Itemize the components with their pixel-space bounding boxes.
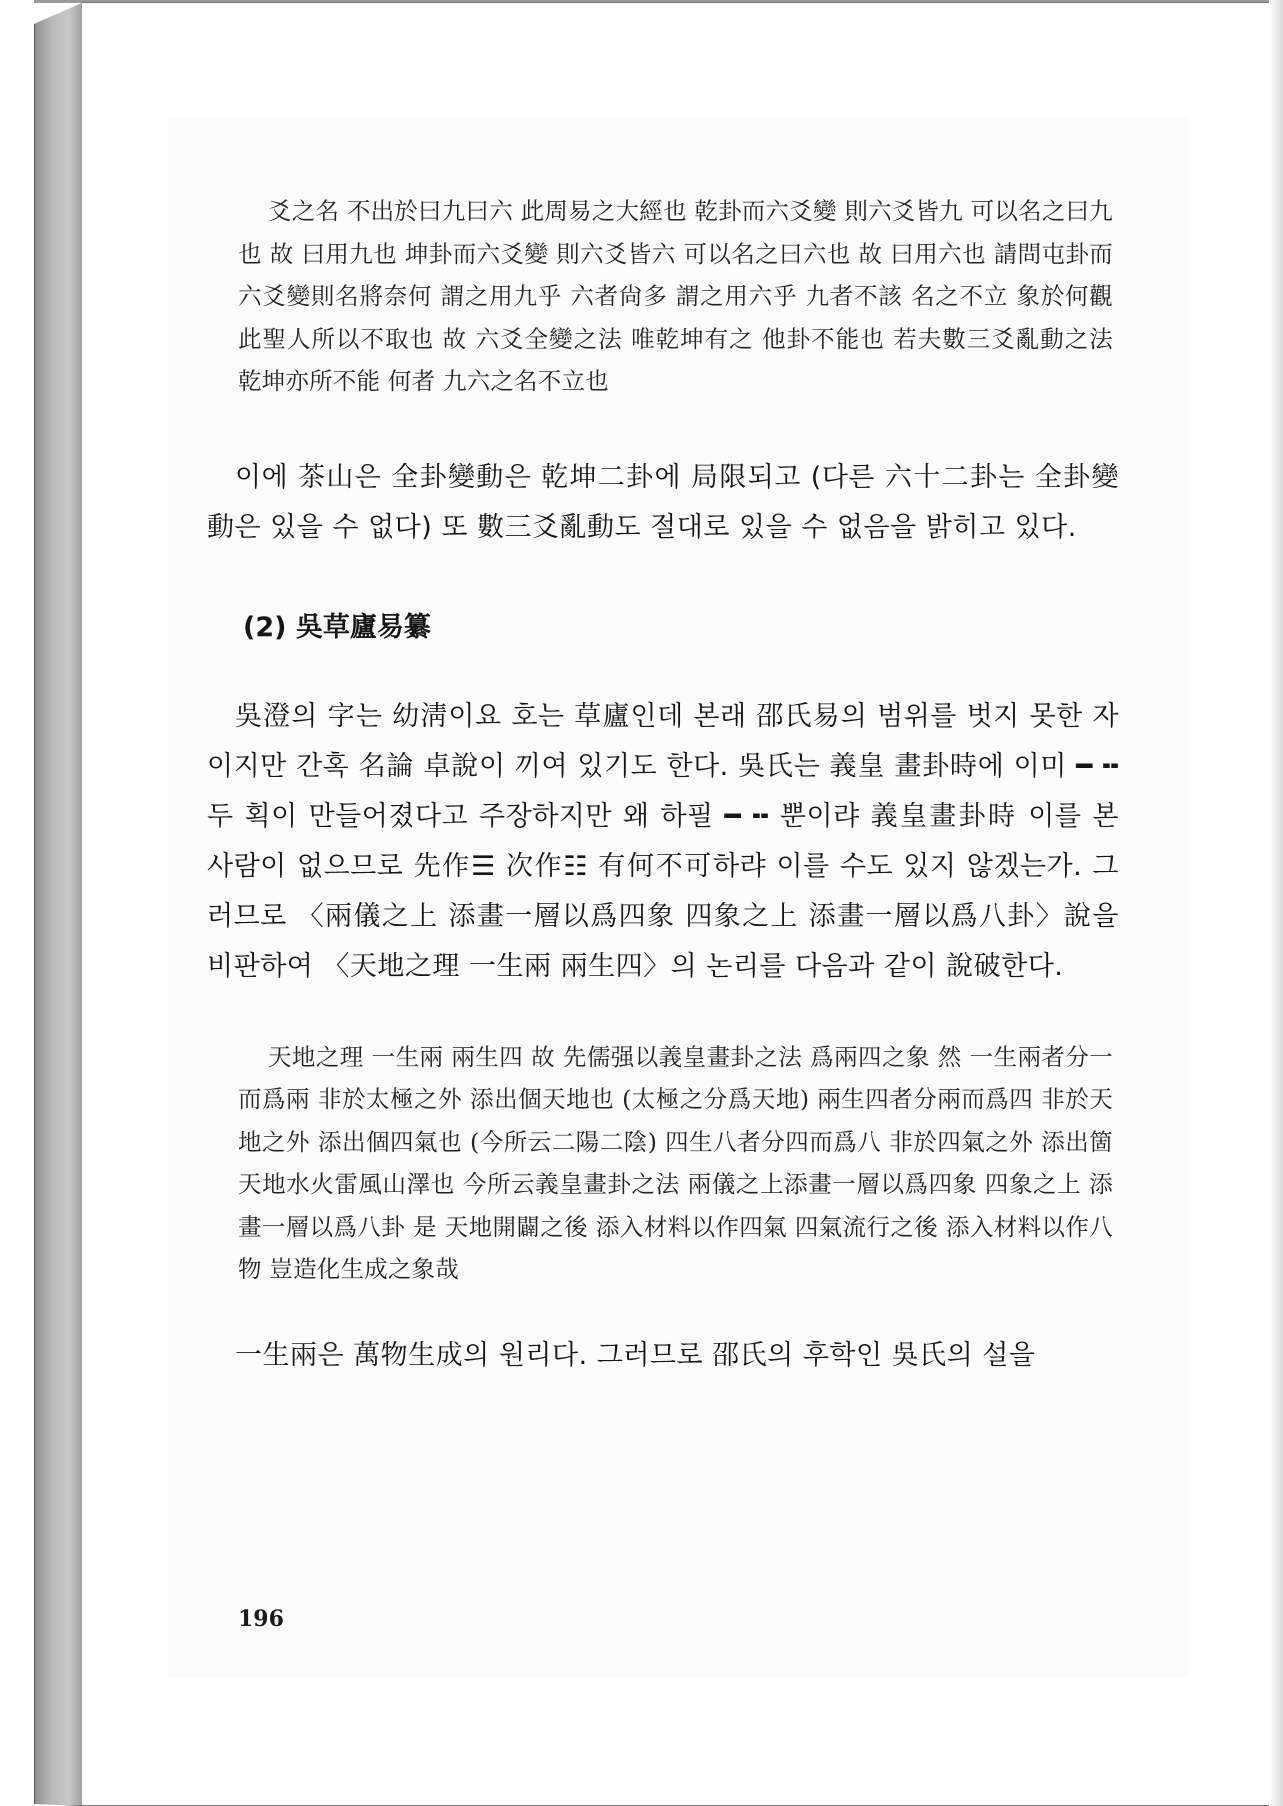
paragraph-1-text: 이에 茶山은 全卦變動은 乾坤二卦에 局限되고 (다른 六十二卦는 全卦變動은 있을 수 없다) 또 數三爻亂動도 절대로 있을 수 없음을 밝히고 있다. xyxy=(207,461,1119,543)
classical-quote-1 xyxy=(207,190,1119,403)
page-number: 196 xyxy=(238,1606,284,1632)
book-spine xyxy=(34,2,84,1806)
classical-quote-2 xyxy=(207,1036,1119,1291)
paragraph-1 xyxy=(207,453,1119,553)
quote-2-text: 天地之理 一生兩 兩生四 故 先儒强以義皇畫卦之法 爲兩四之象 然 一生兩者分一而爲兩 非於太極之外 添出個天地也 (太極之分爲天地) 兩生四者分兩而爲四 非於天地之外 添出個四氣也 (今所云二陽二陰) 四生八者分四而爲八 非於四氣之外 添出箇天地水火雷風山澤也 今所云義皇畫卦之法 兩儀之上添畫一層以爲四象 四象之上 添畫一層以爲八卦 是 天地開闢之後 添入材料以作四氣 四氣流行之後 添入材料以作八物 豈造化生成之象哉 xyxy=(238,1042,1113,1283)
quote-1-text: 爻之名 不出於曰九曰六 此周易之大經也 乾卦而六爻變 則六爻皆九 可以名之曰九也 故 曰用九也 坤卦而六爻變 則六爻皆六 可以名之曰六也 故 曰用六也 請問屯卦而六爻變則名將奈何 謂之用九乎 六者尙多 謂之用六乎 九者不該 名之不立 象於何觀 此聖人所以不取也 故 六爻全變之法 唯乾坤有之 他卦不能也 若夫數三爻亂動之法 乾坤亦所不能 何者 九六之名不立也 xyxy=(238,197,1113,395)
paragraph-3 xyxy=(207,1331,1119,1381)
paragraph-2 xyxy=(207,692,1119,992)
paragraph-2-text: 吳澄의 字는 幼淸이요 호는 草廬인데 본래 邵氏易의 범위를 벗지 못한 자이지만 간혹 名論 卓說이 끼여 있기도 한다. 吳氏는 義皇 畫卦時에 이미 ━ ╍ 두 획이 만들어졌다고 주장하지만 왜 하필 ━ ╍ 뿐이랴 義皇畫卦時 이를 본 사람이 없으므로 先作☰ 次作☷ 有何不可하랴 이를 수도 있지 않겠는가. 그러므로 〈兩儀之上 添畫一層以爲四象 四象之上 添畫一層以爲八卦〉說을 비판하여 〈天地之理 一生兩 兩生四〉의 논리를 다음과 같이 說破한다. xyxy=(207,700,1119,982)
page-right-edge xyxy=(1269,0,1283,1806)
section-heading: (2) 吳草廬易纂 xyxy=(243,611,431,643)
page-content xyxy=(207,190,1119,1381)
paragraph-3-text: 一生兩은 萬物生成의 원리다. 그러므로 邵氏의 후학인 吳氏의 설을 xyxy=(235,1339,1036,1371)
